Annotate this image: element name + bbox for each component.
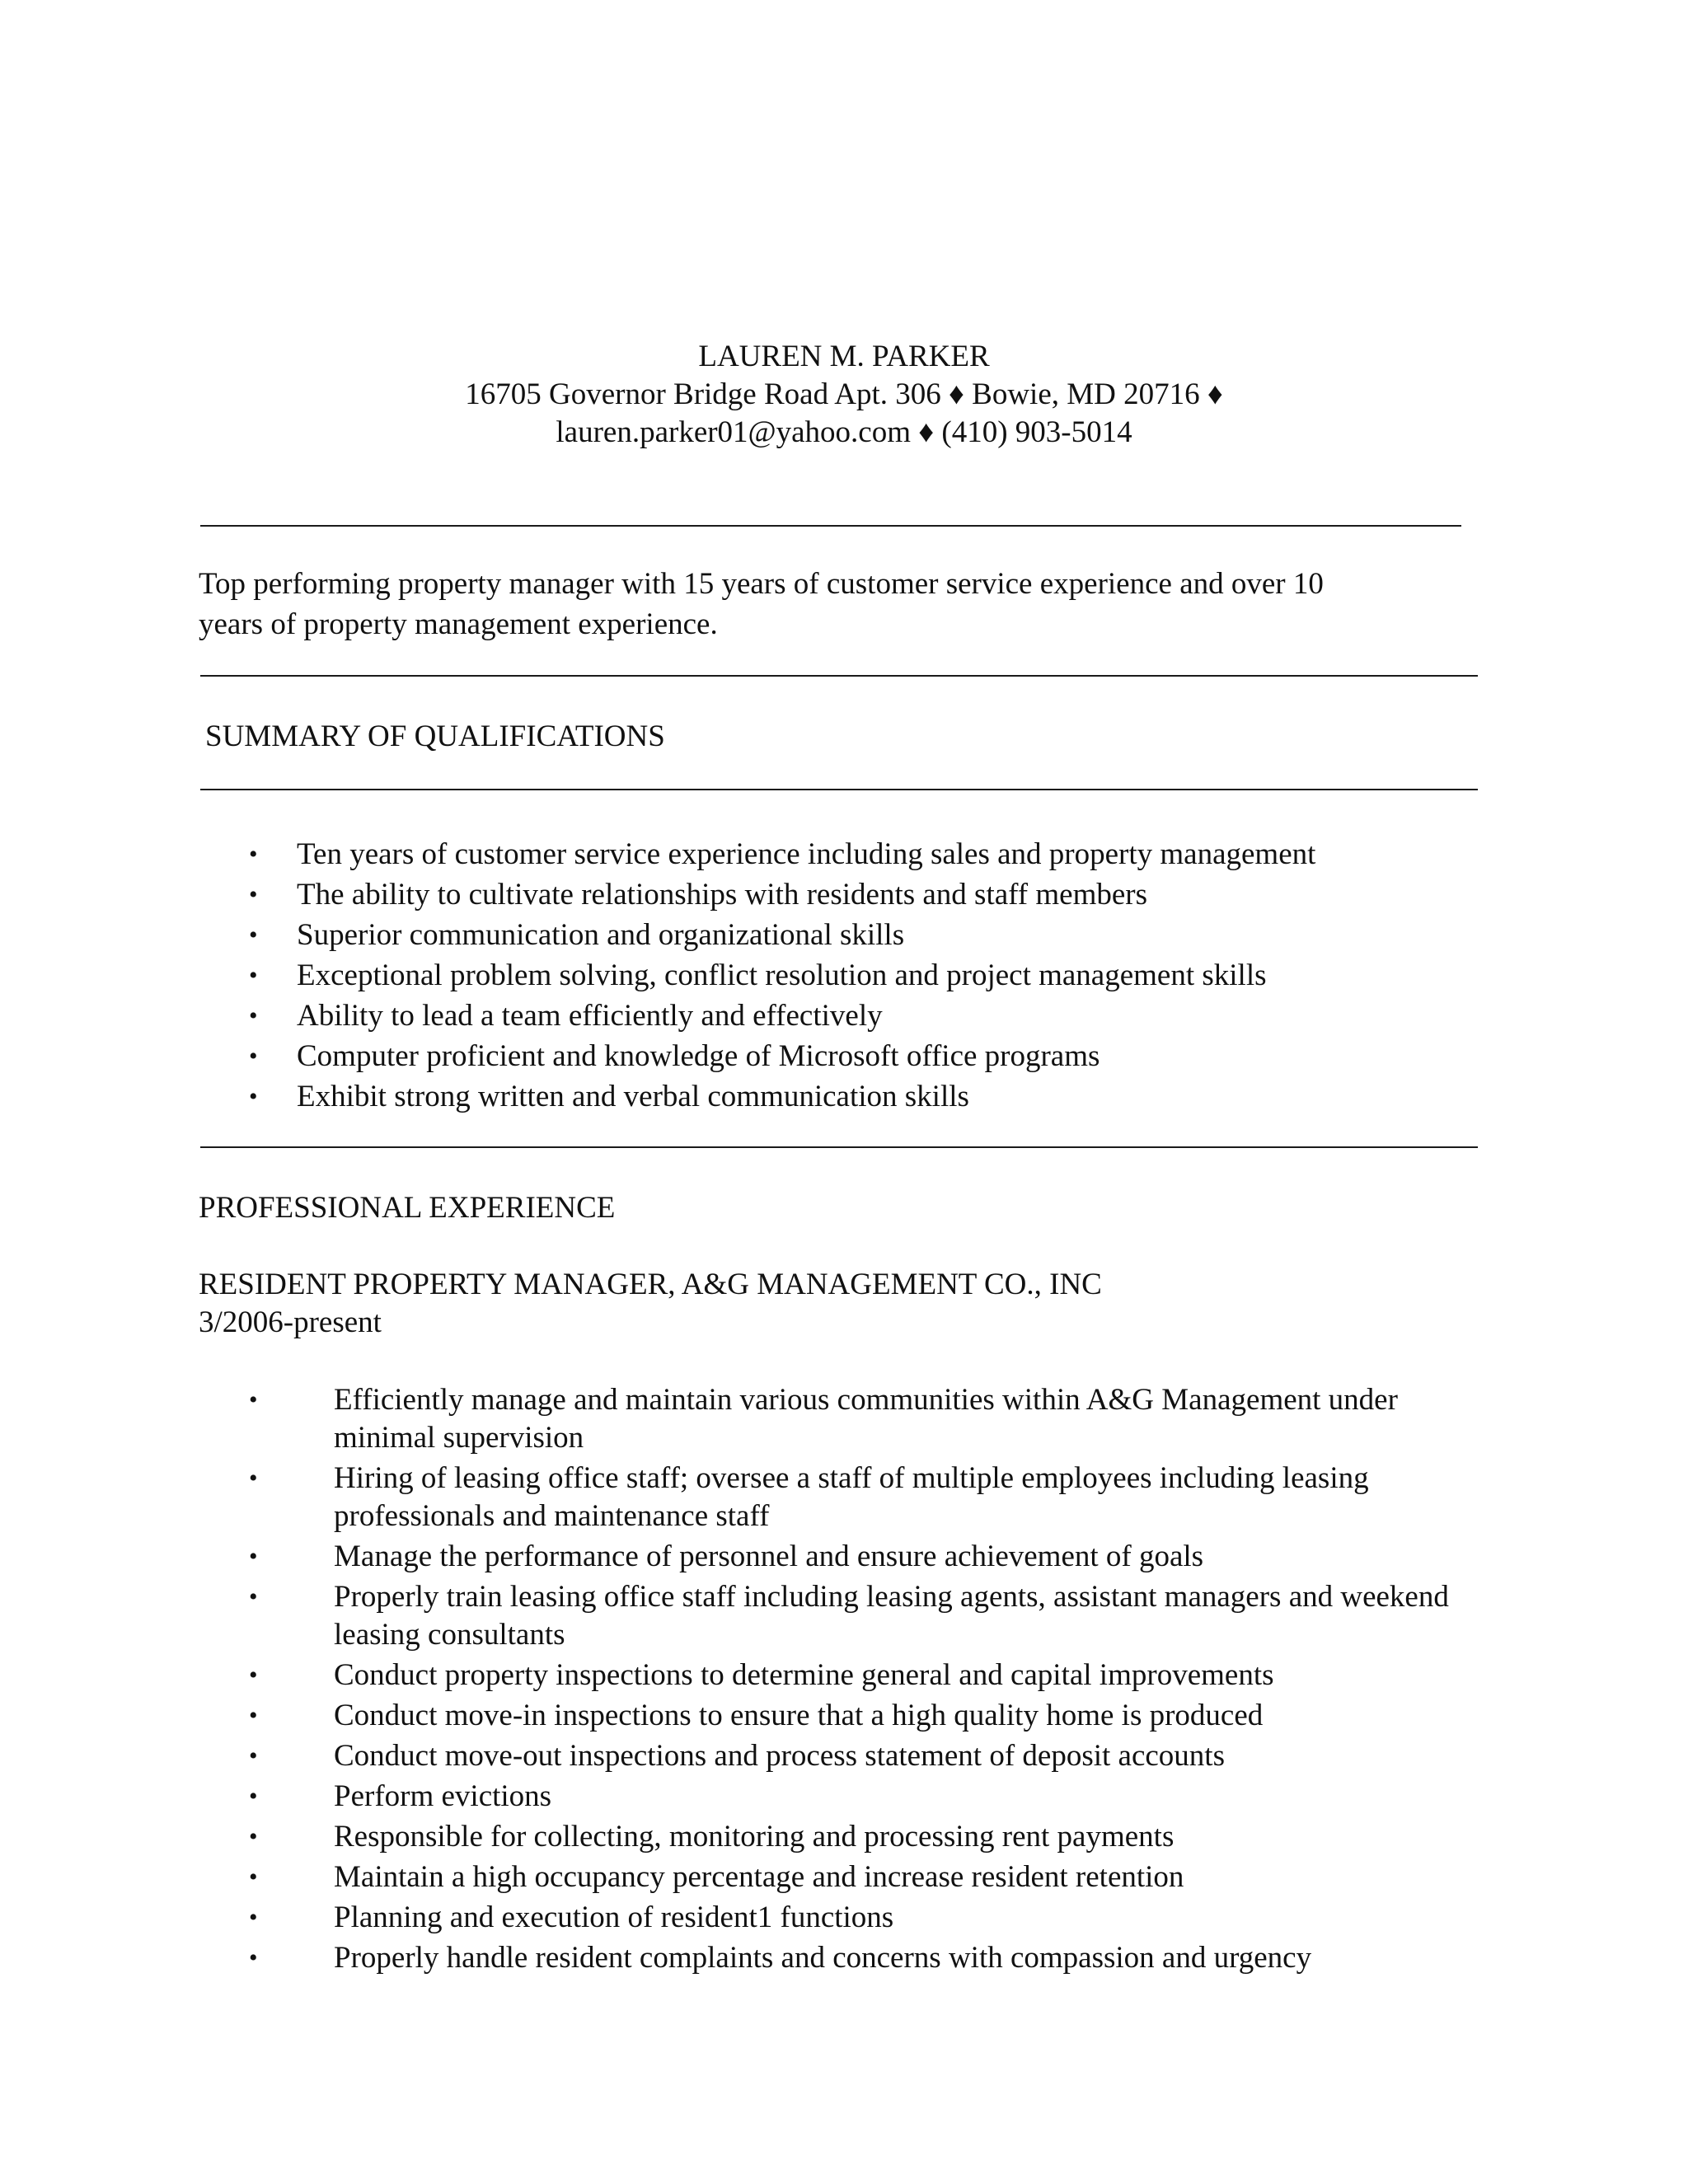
applicant-name: LAUREN M. PARKER (698, 340, 990, 373)
bullet-icon: • (249, 881, 258, 908)
bullet-icon: • (249, 1823, 258, 1850)
bullet-icon: • (249, 962, 258, 989)
duty-item-text: Conduct move-in inspections to ensure that a high quality home is produced (334, 1699, 1264, 1732)
qualification-item-text: Computer proficient and knowledge of Microsoft office programs (297, 1039, 1100, 1073)
duty-item (0, 1899, 1688, 1937)
duty-item (0, 1538, 1688, 1576)
address-line: 16705 Governor Bridge Road Apt. 306 ♦ Bowie, MD 20716 ♦ (465, 377, 1223, 411)
qualification-item (0, 874, 1688, 915)
bullet-icon: • (249, 1661, 258, 1689)
qualification-item (0, 955, 1688, 996)
duty-item-text: Maintain a high occupancy percentage and increase resident retention (334, 1860, 1184, 1894)
duty-item-text: Manage the performance of personnel and ensure achievement of goals (334, 1540, 1204, 1573)
duty-item (0, 1381, 1688, 1457)
bullet-icon: • (249, 1702, 258, 1729)
duty-item-text: Planning and execution of resident1 functions (334, 1900, 894, 1934)
qualification-item-text: Ability to lead a team efficiently and effectively (297, 999, 883, 1033)
profile-divider (200, 675, 1478, 677)
duty-item (0, 1657, 1688, 1694)
bullet-icon: • (249, 1043, 258, 1070)
duty-item (0, 1818, 1688, 1856)
qualifications-divider-top (200, 789, 1478, 790)
bullet-icon: • (249, 1783, 258, 1810)
job-dates: 3/2006-present (199, 1305, 382, 1339)
qualification-item (0, 1076, 1688, 1117)
bullet-icon: • (249, 841, 258, 868)
qualification-item-text: Exhibit strong written and verbal communication skills (297, 1080, 969, 1113)
bullet-icon: • (249, 1863, 258, 1891)
qualification-item (0, 1036, 1688, 1076)
duty-item (0, 1778, 1688, 1816)
qualifications-list (0, 834, 1688, 1117)
duty-item (0, 1737, 1688, 1775)
duty-item (0, 1697, 1688, 1735)
profile-line-1: Top performing property manager with 15 years of customer service experience and over 10 (199, 567, 1324, 601)
contact-line: lauren.parker01@yahoo.com ♦ (410) 903-5014 (556, 415, 1132, 449)
duty-item-text: Conduct move-out inspections and process statement of deposit accounts (334, 1739, 1225, 1773)
duty-item-text: Properly handle resident complaints and concerns with compassion and urgency (334, 1941, 1312, 1975)
qualification-item (0, 834, 1688, 874)
bullet-icon: • (249, 1904, 258, 1931)
duty-item-text: Conduct property inspections to determine general and capital improvements (334, 1658, 1274, 1692)
bullet-icon: • (249, 1083, 258, 1110)
qualification-item (0, 915, 1688, 955)
bullet-icon: • (249, 1386, 258, 1413)
duty-item-text: Efficiently manage and maintain various communities within A&G Management under minimal supervision (334, 1383, 1398, 1455)
header-divider (200, 525, 1461, 527)
duty-item (0, 1939, 1688, 1977)
qualification-item-text: Exceptional problem solving, conflict resolution and project management skills (297, 958, 1267, 992)
duty-item (0, 1858, 1688, 1896)
duty-item (0, 1578, 1688, 1654)
bullet-icon: • (249, 1944, 258, 1971)
bullet-icon: • (249, 1543, 258, 1570)
duty-item-text: Hiring of leasing office staff; oversee a staff of multiple employees including leasing professionals and maintenance staff (334, 1461, 1369, 1533)
bullet-icon: • (249, 1002, 258, 1029)
duty-item-text: Properly train leasing office staff including leasing agents, assistant managers and weekend leasing consultants (334, 1580, 1449, 1652)
job-title: RESIDENT PROPERTY MANAGER, A&G MANAGEMENT CO., INC (199, 1268, 1102, 1301)
bullet-icon: • (249, 921, 258, 949)
duty-item-text: Responsible for collecting, monitoring and processing rent payments (334, 1820, 1175, 1854)
qualification-item-text: Superior communication and organizational skills (297, 918, 905, 952)
qualification-item-text: The ability to cultivate relationships with residents and staff members (297, 878, 1147, 912)
duty-item (0, 1460, 1688, 1535)
bullet-icon: • (249, 1583, 258, 1610)
qualification-item (0, 996, 1688, 1036)
bullet-icon: • (249, 1465, 258, 1492)
experience-heading: PROFESSIONAL EXPERIENCE (199, 1191, 616, 1225)
qualifications-heading: SUMMARY OF QUALIFICATIONS (205, 719, 665, 753)
duty-item-text: Perform evictions (334, 1779, 552, 1813)
qualification-item-text: Ten years of customer service experience including sales and property management (297, 837, 1316, 871)
qualifications-divider-bottom (200, 1146, 1478, 1148)
bullet-icon: • (249, 1742, 258, 1769)
duties-list (0, 1381, 1688, 1980)
profile-line-2: years of property management experience. (199, 607, 718, 641)
